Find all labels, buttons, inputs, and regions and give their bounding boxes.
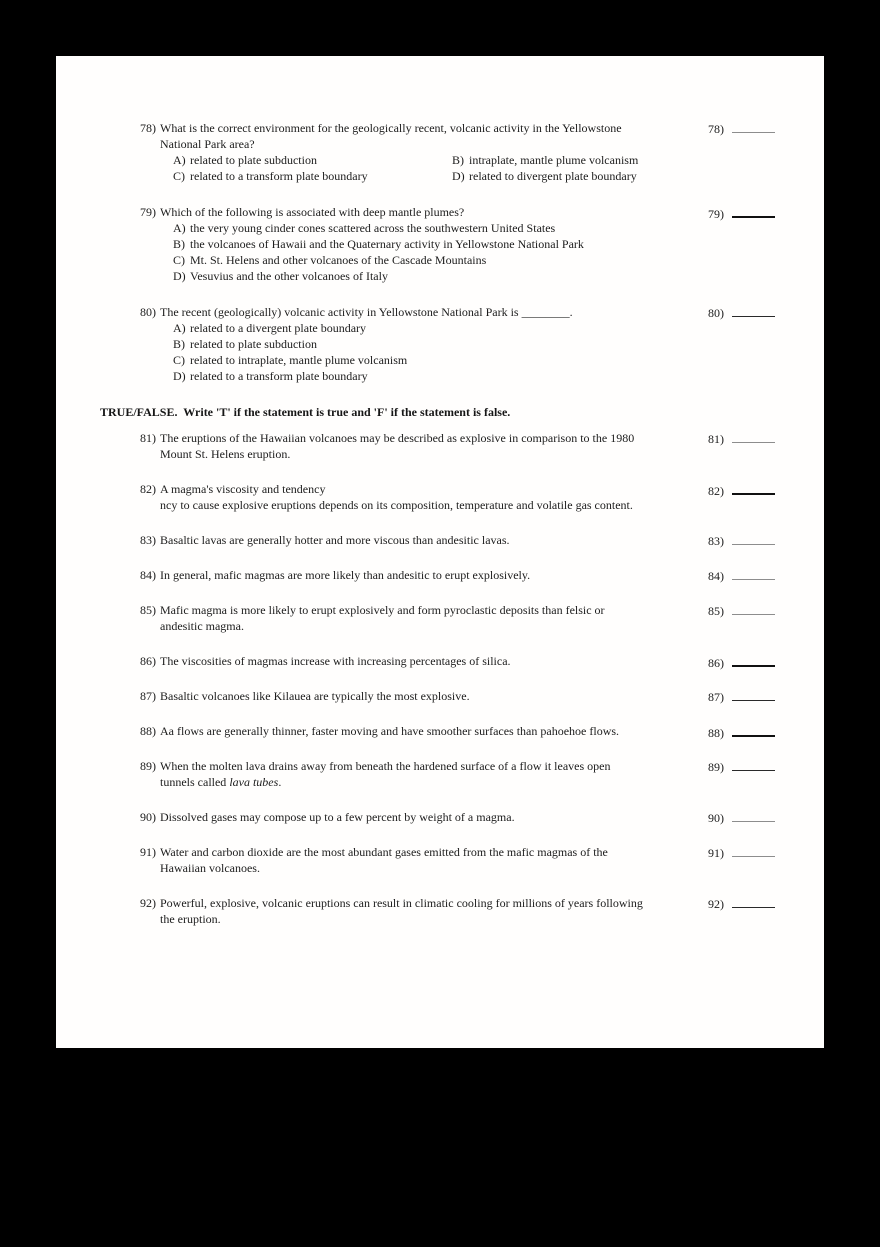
option-text: intraplate, mantle plume volcanism (469, 153, 639, 167)
question-text-line: Which of the following is associated with deep mantle plumes? (160, 205, 465, 219)
question-87 (140, 688, 824, 704)
answer-options (173, 320, 824, 384)
question-text-line: Aa flows are generally thinner, faster moving and have smoother surfaces than pahoehoe flows. (160, 724, 620, 738)
option-text: related to a transform plate boundary (190, 169, 368, 183)
question-79 (140, 204, 824, 284)
option-text: the volcanoes of Hawaii and the Quaternary activity in Yellowstone National Park (190, 237, 584, 251)
option-a (173, 152, 452, 168)
answer-cell (708, 653, 824, 671)
multiple-choice-section (140, 120, 824, 384)
option-b (452, 152, 638, 168)
answer-cell (708, 758, 824, 775)
option-text: related to a transform plate boundary (190, 369, 368, 383)
answer-cell (708, 602, 824, 619)
option-c (173, 252, 824, 268)
answer-cell (708, 481, 824, 499)
option-text: related to a divergent plate boundary (190, 321, 367, 335)
question-text-line: ncy to cause explosive eruptions depends on its composition, temperature and volatile gas content. (160, 498, 633, 512)
option-label: D) (173, 269, 186, 283)
document-page (56, 56, 824, 1048)
option-label: A) (173, 321, 186, 335)
question-text-line: andesitic magma. (160, 619, 244, 633)
option-label: C) (173, 169, 185, 183)
answer-blank (732, 532, 775, 545)
options-row (173, 152, 824, 168)
question-number: 87) (140, 689, 156, 703)
answer-number: 89) (708, 760, 724, 774)
answer-number: 88) (708, 726, 724, 740)
answer-number: 81) (708, 432, 724, 446)
question-86 (140, 653, 824, 669)
answer-number: 80) (708, 306, 724, 320)
question-number: 84) (140, 568, 156, 582)
question-text-line: The eruptions of the Hawaiian volcanoes may be described as explosive in comparison to the 1980 (160, 431, 635, 445)
answer-cell (708, 120, 824, 137)
option-d (173, 368, 824, 384)
question-text-line: When the molten lava drains away from beneath the hardened surface of a flow it leaves open (160, 759, 611, 773)
page-content (100, 120, 824, 946)
question-number: 92) (140, 896, 156, 910)
answer-blank (732, 653, 775, 667)
question-number: 89) (140, 759, 156, 773)
question-text-line: Basaltic volcanoes like Kilauea are typically the most explosive. (160, 689, 470, 703)
option-b (173, 236, 824, 252)
answer-cell (708, 567, 824, 584)
option-text: related to plate subduction (190, 337, 317, 351)
question-number: 85) (140, 603, 156, 617)
option-c (173, 352, 824, 368)
option-label: B) (173, 237, 185, 251)
answer-options (173, 152, 824, 184)
answer-blank (732, 567, 775, 580)
question-number: 80) (140, 305, 156, 319)
option-label: B) (452, 153, 464, 167)
answer-options (173, 220, 824, 284)
question-number: 82) (140, 482, 156, 496)
option-label: B) (173, 337, 185, 351)
question-81 (140, 430, 824, 462)
answer-number: 83) (708, 534, 724, 548)
option-label: A) (173, 153, 186, 167)
question-92 (140, 895, 824, 927)
question-number: 83) (140, 533, 156, 547)
question-text-line: Powerful, explosive, volcanic eruptions can result in climatic cooling for millions of years following (160, 896, 643, 910)
question-80 (140, 304, 824, 384)
answer-blank (732, 430, 775, 443)
question-text-line (160, 774, 824, 790)
question-82 (140, 481, 824, 513)
question-text-line: Mafic magma is more likely to erupt explosively and form pyroclastic deposits than felsic or (160, 603, 605, 617)
option-label: D) (452, 169, 465, 183)
question-text-line: Basaltic lavas are generally hotter and more viscous than andesitic lavas. (160, 533, 510, 547)
question-number: 88) (140, 724, 156, 738)
italic-term: lava tubes (229, 775, 279, 789)
answer-blank (732, 481, 775, 495)
question-text-line: What is the correct environment for the geologically recent, volcanic activity in the Yellowstone (160, 121, 622, 135)
question-83 (140, 532, 824, 548)
option-text: related to plate subduction (190, 153, 317, 167)
option-text: Mt. St. Helens and other volcanoes of the Cascade Mountains (190, 253, 487, 267)
question-text-line: The recent (geologically) volcanic activity in Yellowstone National Park is ________. (160, 305, 573, 319)
question-text-line: the eruption. (160, 912, 221, 926)
question-number: 78) (140, 121, 156, 135)
true-false-section (140, 430, 824, 927)
answer-blank (732, 758, 775, 771)
text-segment: tunnels called (160, 775, 230, 789)
question-text-line: The viscosities of magmas increase with increasing percentages of silica. (160, 654, 511, 668)
answer-number: 87) (708, 690, 724, 704)
answer-blank (732, 120, 775, 133)
answer-blank (732, 895, 775, 908)
true-false-section-header: TRUE/FALSE. Write 'T' if the statement is true and 'F' if the statement is false. (100, 405, 511, 419)
question-text-line: Mount St. Helens eruption. (160, 447, 291, 461)
answer-cell (708, 204, 824, 222)
answer-cell (708, 304, 824, 321)
question-number: 79) (140, 205, 156, 219)
answer-blank (732, 304, 775, 317)
answer-cell (708, 532, 824, 549)
option-text: the very young cinder cones scattered across the southwestern United States (190, 221, 556, 235)
option-label: C) (173, 253, 185, 267)
answer-number: 79) (708, 207, 724, 221)
answer-blank (732, 602, 775, 615)
question-78 (140, 120, 824, 184)
answer-number: 90) (708, 811, 724, 825)
question-text-line: Dissolved gases may compose up to a few percent by weight of a magma. (160, 810, 515, 824)
question-text-line: Water and carbon dioxide are the most abundant gases emitted from the mafic magmas of the (160, 845, 608, 859)
answer-number: 85) (708, 604, 724, 618)
question-text-line: A magma's viscosity and tendency (160, 482, 326, 496)
question-text-line: National Park area? (160, 137, 255, 151)
options-row (173, 168, 824, 184)
option-d (452, 168, 637, 184)
answer-cell (708, 844, 824, 861)
text-segment: . (278, 775, 282, 789)
question-number: 91) (140, 845, 156, 859)
answer-number: 86) (708, 656, 724, 670)
answer-cell (708, 688, 824, 705)
option-text: related to intraplate, mantle plume volcanism (190, 353, 408, 367)
option-label: D) (173, 369, 186, 383)
answer-number: 91) (708, 846, 724, 860)
option-b (173, 336, 824, 352)
answer-blank (732, 204, 775, 218)
question-number: 86) (140, 654, 156, 668)
option-a (173, 320, 824, 336)
option-c (173, 168, 452, 184)
question-85 (140, 602, 824, 634)
question-89 (140, 758, 824, 790)
question-88 (140, 723, 824, 739)
question-text-line: In general, mafic magmas are more likely than andesitic to erupt explosively. (160, 568, 531, 582)
option-label: A) (173, 221, 186, 235)
question-text-line: Hawaiian volcanoes. (160, 861, 260, 875)
option-a (173, 220, 824, 236)
question-number: 81) (140, 431, 156, 445)
answer-blank (732, 688, 775, 701)
answer-cell (708, 809, 824, 826)
answer-number: 82) (708, 484, 724, 498)
answer-blank (732, 844, 775, 857)
answer-cell (708, 895, 824, 912)
question-91 (140, 844, 824, 876)
question-90 (140, 809, 824, 825)
answer-cell (708, 430, 824, 447)
option-label: C) (173, 353, 185, 367)
answer-number: 92) (708, 897, 724, 911)
option-text: Vesuvius and the other volcanoes of Italy (190, 269, 388, 283)
answer-blank (732, 723, 775, 737)
answer-number: 84) (708, 569, 724, 583)
option-text: related to divergent plate boundary (469, 169, 637, 183)
option-d (173, 268, 824, 284)
answer-cell (708, 723, 824, 741)
answer-blank (732, 809, 775, 822)
question-84 (140, 567, 824, 583)
answer-number: 78) (708, 122, 724, 136)
question-number: 90) (140, 810, 156, 824)
